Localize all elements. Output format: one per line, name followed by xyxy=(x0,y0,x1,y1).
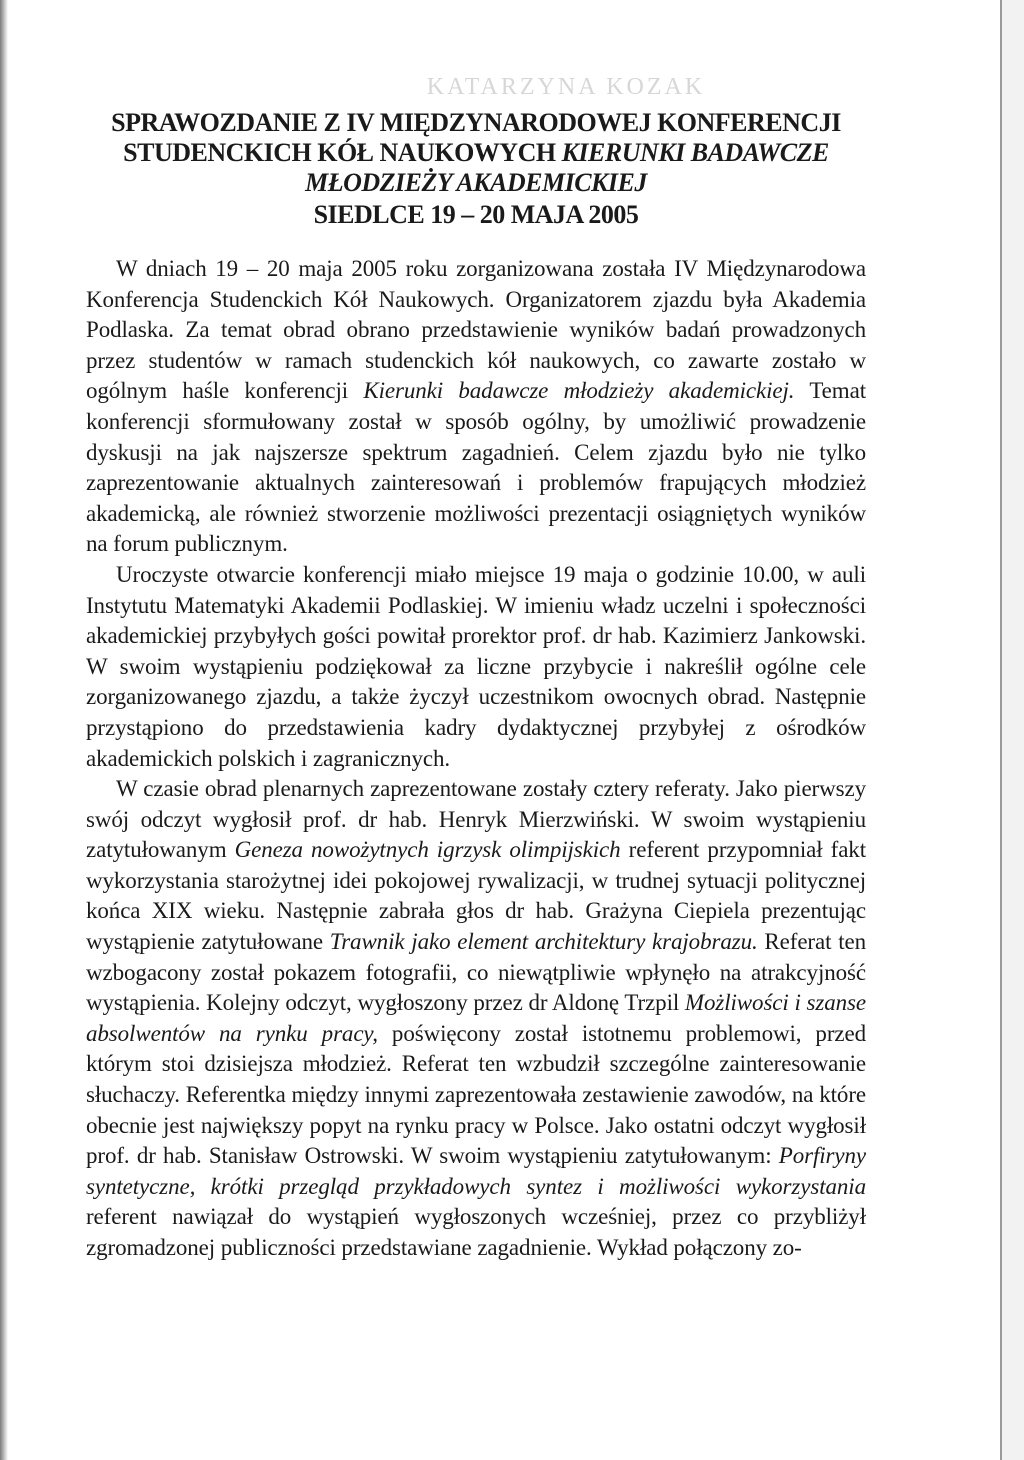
p3-italic-3: Możliwości i szanse absolwentów na rynku pracy, xyxy=(86,990,866,1046)
document-title xyxy=(86,108,866,230)
document-page xyxy=(86,108,866,1264)
bleed-through-header: KATARZYNA KOZAK xyxy=(426,74,706,100)
p3-text-d: poświęcony został istotnemu problemowi, przed którym stoi dzisiejsza młodzież. Referat ten wzbudził szczególne zainteresowanie słuchaczy. Referentka między innymi zaprezentowała zestawienie zawodów, na które obecnie jest największy popyt na rynku pracy w Polsce. Jako ostatni odczyt wygłosił prof. dr hab. Stanisław Ostrowski. W swoim wystąpieniu zatytułowanym: xyxy=(86,1020,866,1169)
title-line-1: SPRAWOZDANIE Z IV MIĘDZYNARODOWEJ KONFERENCJI xyxy=(111,108,841,137)
p3-text-e: referent nawiązał do wystąpień wygłoszonych wcześniej, przez co przybliżył zgromadzonej publiczności przedstawiane zagadnienie. Wykład połączony zo- xyxy=(86,1204,866,1260)
document-body xyxy=(86,254,866,1264)
paragraph-1 xyxy=(86,254,866,560)
p3-text-c: Referat ten wzbogacony został pokazem fotografii, co niewątpliwie wpłynęło na atrakcyjność wystąpienia. Kolejny odczyt, wygłoszony przez dr Aldonę Trzpil xyxy=(86,929,866,1016)
paragraph-3 xyxy=(86,774,866,1264)
title-line-2-normal: STUDENCKICH KÓŁ NAUKOWYCH xyxy=(123,138,562,167)
p1-text-b: Temat konferencji sformułowany został w sposób ogólny, by umożliwić prowadzenie dyskusji na jak najszersze spektrum zagadnień. Celem zjazdu było nie tylko zaprezentowanie aktualnych zainteresowań i problemów frapujących młodzież akademicką, ale również stworzenie możliwości prezentacji osiągniętych wyników na forum publicznym. xyxy=(86,378,866,557)
p3-italic-4: Porfiryny syntetyczne, krótki przegląd przykładowych syntez i możliwości wykorzystania xyxy=(86,1143,866,1199)
p3-italic-2: Trawnik jako element architektury krajobrazu. xyxy=(329,929,758,955)
p3-italic-1: Geneza nowożytnych igrzysk olimpijskich xyxy=(234,837,621,863)
p3-text-a: W czasie obrad plenarnych zaprezentowane zostały cztery referaty. Jako pierwszy swój odczyt wygłosił prof. dr hab. Henryk Mierzwiński. W swoim wystąpieniu zatytułowanym xyxy=(86,776,866,863)
paragraph-2: Uroczyste otwarcie konferencji miało miejsce 19 maja o godzinie 10.00, w auli Instytutu Matematyki Akademii Podlaskiej. W imieniu władz uczelni i społeczności akademickiej przybyłych gości powitał prorektor prof. dr hab. Kazimierz Jankowski. W swoim wystąpieniu podziękował za liczne przybycie i nakreślił ogólne cele zorganizowanego zjazdu, a także życzył uczestnikom owocnych obrad. Następnie przystąpiono do przedstawienia kadry dydaktycznej przybyłej z ośrodków akademickich polskich i zagranicznych. xyxy=(86,561,866,771)
title-date-line: SIEDLCE 19 – 20 MAJA 2005 xyxy=(313,200,639,229)
title-line-2-italic: KIERUNKI BADAWCZE xyxy=(561,138,829,167)
title-line-2 xyxy=(86,138,866,168)
p3-text-b: referent przypomniał fakt wykorzystania starożytnej idei pokojowej rywalizacji, w trudnej sytuacji politycznej końca XIX wieku. Następnie zabrała głos dr hab. Grażyna Ciepiela prezentując wystąpienie zatytułowane xyxy=(86,837,866,955)
title-line-3: MŁODZIEŻY AKADEMICKIEJ xyxy=(305,168,647,197)
p1-text-a: W dniach 19 – 20 maja 2005 roku zorganizowana została IV Międzynarodowa Konferencja Studenckich Kół Naukowych. Organizatorem zjazdu była Akademia Podlaska. Za temat obrad obrano przedstawienie wyników badań prowadzonych przez studentów w ramach studenckich kół naukowych, co zawarte zostało w ogólnym haśle konferencji xyxy=(86,256,866,404)
scan-left-edge xyxy=(0,0,8,1460)
scan-right-edge xyxy=(1000,0,1024,1460)
p1-italic: Kierunki badawcze młodzieży akademickiej. xyxy=(363,378,795,404)
